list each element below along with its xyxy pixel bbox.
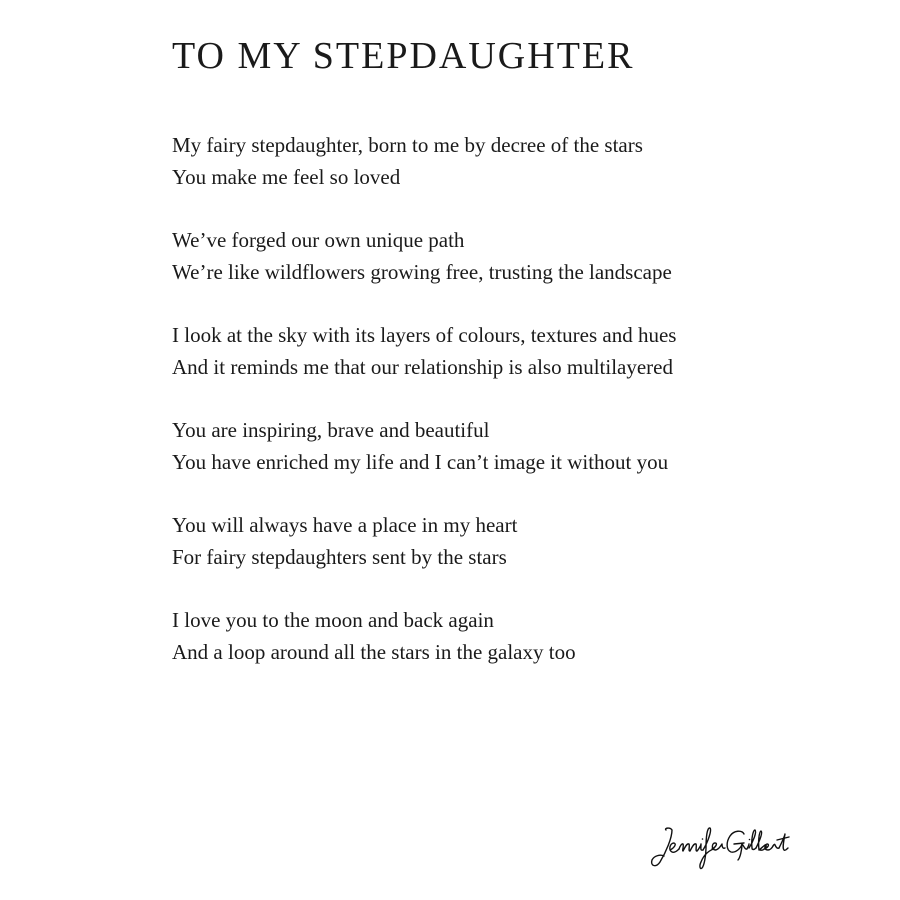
poem-line: And it reminds me that our relationship is also multilayered: [172, 354, 673, 379]
stanza: [172, 320, 812, 383]
poem-line: For fairy stepdaughters sent by the stars: [172, 544, 507, 569]
poem-line: And a loop around all the stars in the galaxy too: [172, 639, 576, 664]
poem-line: We’ve forged our own unique path: [172, 228, 465, 252]
poem-line: My fairy stepdaughter, born to me by decree of the stars: [172, 133, 643, 157]
poem-line: You are inspiring, brave and beautiful: [172, 418, 490, 442]
stanza: [172, 605, 812, 668]
poem-body: [172, 130, 812, 700]
poem-line: You will always have a place in my heart: [172, 513, 518, 537]
stanza: [172, 225, 812, 288]
author-signature: [646, 822, 791, 872]
poem-line: You have enriched my life and I can’t image it without you: [172, 449, 669, 474]
stanza: [172, 510, 812, 573]
poem-line: We’re like wildflowers growing free, trusting the landscape: [172, 259, 672, 284]
poem-line: I look at the sky with its layers of colours, textures and hues: [172, 323, 677, 347]
stanza: [172, 130, 812, 193]
poem-line: I love you to the moon and back again: [172, 608, 494, 632]
stanza: [172, 415, 812, 478]
poem-title: TO MY STEPDAUGHTER: [172, 35, 635, 77]
poem-line: You make me feel so loved: [172, 164, 401, 189]
